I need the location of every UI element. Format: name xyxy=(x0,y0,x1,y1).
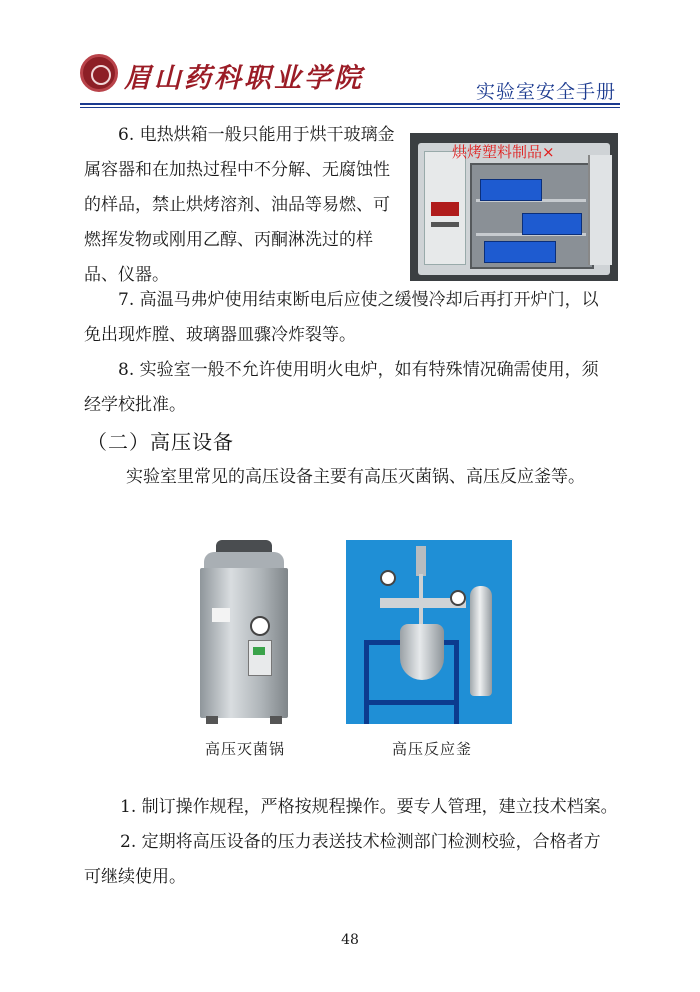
reactor-image xyxy=(346,540,512,724)
reactor-column xyxy=(470,586,492,696)
autoclave-foot xyxy=(206,716,218,724)
drying-oven-image xyxy=(410,133,618,281)
oven-warning-label: 烘烤塑料制品× xyxy=(452,143,555,161)
school-logo-seal xyxy=(80,54,118,92)
item-7-line: 免出现炸膛、玻璃器皿骤冷炸裂等。 xyxy=(84,325,356,345)
autoclave-nameplate xyxy=(212,608,230,622)
item-6-paragraph xyxy=(84,118,414,293)
plastic-tray xyxy=(484,241,556,263)
rule-2 xyxy=(84,825,624,895)
item-6-line: 的样品，禁止烘烤溶剂、油品等易燃、可 xyxy=(84,195,390,215)
rule-1: 1. 制订操作规程，严格按规程操作。要专人管理，建立技术档案。 xyxy=(120,797,618,817)
item-6-line: 6. 电热烘箱一般只能用于烘干玻璃金 xyxy=(118,125,395,145)
pressure-gauge-icon xyxy=(380,570,396,586)
item-6-line: 燃挥发物或刚用乙醇、丙酮淋洗过的样 xyxy=(84,230,373,250)
autoclave-caption: 高压灭菌锅 xyxy=(205,740,286,758)
item-8-line: 8. 实验室一般不允许使用明火电炉，如有特殊情况确需使用，须 xyxy=(118,360,599,380)
plastic-tray xyxy=(522,213,582,235)
reactor-frame xyxy=(454,640,459,724)
rule-2-line: 2. 定期将高压设备的压力表送技术检测部门检测校验，合格者方 xyxy=(120,832,601,852)
section-heading: （二）高压设备 xyxy=(87,430,234,454)
pressure-gauge-icon xyxy=(450,590,466,606)
school-name: 眉山药科职业学院 xyxy=(124,63,364,94)
item-8-paragraph xyxy=(84,353,624,423)
item-7-line: 7. 高温马弗炉使用结束断电后应使之缓慢冷却后再打开炉门，以 xyxy=(118,290,599,310)
oven-control-panel xyxy=(424,151,466,265)
oven-display xyxy=(431,202,459,216)
section-intro: 实验室里常见的高压设备主要有高压灭菌锅、高压反应釜等。 xyxy=(126,467,585,487)
plastic-tray xyxy=(480,179,542,201)
reactor-frame xyxy=(364,640,369,724)
manual-title: 实验室安全手册 xyxy=(475,81,616,103)
autoclave-body xyxy=(200,568,288,718)
autoclave-image xyxy=(196,540,292,724)
autoclave-foot xyxy=(270,716,282,724)
reactor-vessel xyxy=(400,624,444,680)
reactor-caption: 高压反应釜 xyxy=(392,740,473,758)
item-6-line: 属容器和在加热过程中不分解、无腐蚀性 xyxy=(84,160,390,180)
item-8-line: 经学校批准。 xyxy=(84,395,186,415)
pressure-gauge-icon xyxy=(250,616,270,636)
reactor-frame xyxy=(364,700,459,705)
oven-buttons xyxy=(431,222,459,227)
page-number: 48 xyxy=(341,932,359,948)
header-divider xyxy=(80,103,620,105)
rule-2-line: 可继续使用。 xyxy=(84,867,186,887)
header-divider-thin xyxy=(80,107,620,108)
reactor-motor xyxy=(416,546,426,576)
item-7-paragraph xyxy=(84,283,624,353)
oven-door xyxy=(588,155,612,265)
item-6-line: 品、仪器。 xyxy=(84,265,169,285)
autoclave-control xyxy=(248,640,272,676)
oven-chamber xyxy=(470,163,594,269)
